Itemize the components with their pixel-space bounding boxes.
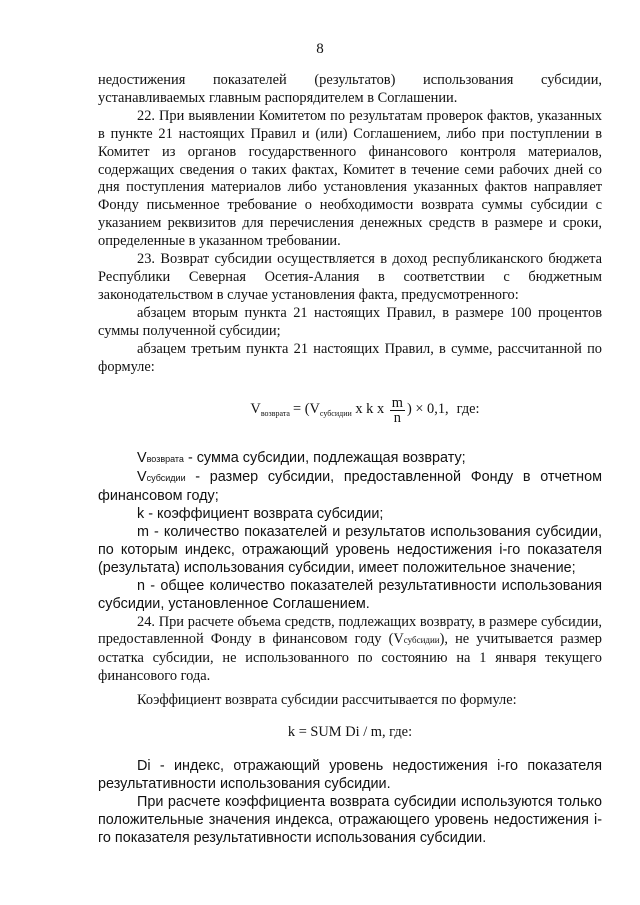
paragraph-22: 22. При выявлении Комитетом по результатам проверок фактов, указанных в пункте 21 настоящих Правил и (или) Соглашением, либо при поступлении в Комитет из органов государственного финансового контроля материалов, содержащих сведения о таких фактах, Комитет в течение семи рабочих дней со дня поступления материалов либо установления указанных фактов направляет Фонду письменное требование о необходимости возврата суммы субсидии с указанием реквизитов для перечисления денежных средств в размере и сроки, определенные в указанном требовании. (98, 107, 602, 250)
definition-m: m - количество показателей и результатов использования субсидии, по которым индекс, отражающий уровень недостижения i-го показателя (результата) использования субсидии, имеет положительное значение; (98, 524, 602, 576)
definition-n: n - общее количество показателей результативности использования субсидии, установленное Соглашением. (98, 577, 602, 612)
definition-di: Di - индекс, отражающий уровень недостижения i-го показателя результативности использования субсидии. (98, 758, 602, 792)
paragraph-23: 23. Возврат субсидии осуществляется в доход республиканского бюджета Республики Северная Осетия-Алания в соответствии с бюджетным законодательством в случае установления факта, предусмотренного: (98, 251, 602, 303)
formula-mid: x k x (351, 401, 388, 418)
formula-eq: = (V (292, 401, 320, 418)
page-number: 8 (316, 41, 324, 57)
paragraph-continuation: недостижения показателей (результатов) использования субсидии, устанавливаемых главным распорядителем в Соглашении. (98, 72, 602, 106)
formula-tail: ) × 0,1, (406, 401, 449, 418)
definition-k: k - коэффициент возврата субсидии; (137, 506, 384, 523)
formula-vs-subscript: субсидии (319, 409, 352, 419)
paragraph-final: При расчете коэффициента возврата субсидии используются только положительные значения индекса, отражающего уровень недостижения i-го показателя результативности использования субсидии. (98, 793, 602, 846)
coefficient-intro: Коэффициент возврата субсидии рассчитывается по формуле: (137, 692, 517, 709)
formula-v-subscript: возврата (260, 409, 290, 419)
formula-where: где: (456, 401, 480, 418)
definition-v-subsidy: Vсубсидии - размер субсидии, предоставленной Фонду в отчетном финансовом году; (98, 469, 602, 505)
return-formula (98, 380, 602, 440)
paragraph-23-item-b: абзацем третьим пункта 21 настоящих Правил, в сумме, рассчитанной по формуле: (98, 340, 602, 375)
fraction-numerator: m (391, 394, 403, 411)
paragraph-24: 24. При расчете объема средств, подлежащих возврату, в размере субсидии, предоставленной Фонду в финансовом году (Vсубсидии), не учитывается размер остатка субсидии, не использованного по состоянию на 1 января текущего финансового года. (98, 613, 602, 685)
fraction-denominator: n (393, 409, 401, 426)
formula-fraction (390, 396, 405, 425)
paragraph-23-item-a: абзацем вторым пункта 21 настоящих Правил, в размере 100 процентов суммы полученной субсидии; (98, 304, 602, 339)
page-body (98, 72, 602, 848)
definition-v-return: Vвозврата - сумма субсидии, подлежащая возврату; (137, 450, 466, 467)
coefficient-formula: k = SUM Di / m, где: (287, 724, 413, 741)
formula-v: V (250, 401, 261, 418)
